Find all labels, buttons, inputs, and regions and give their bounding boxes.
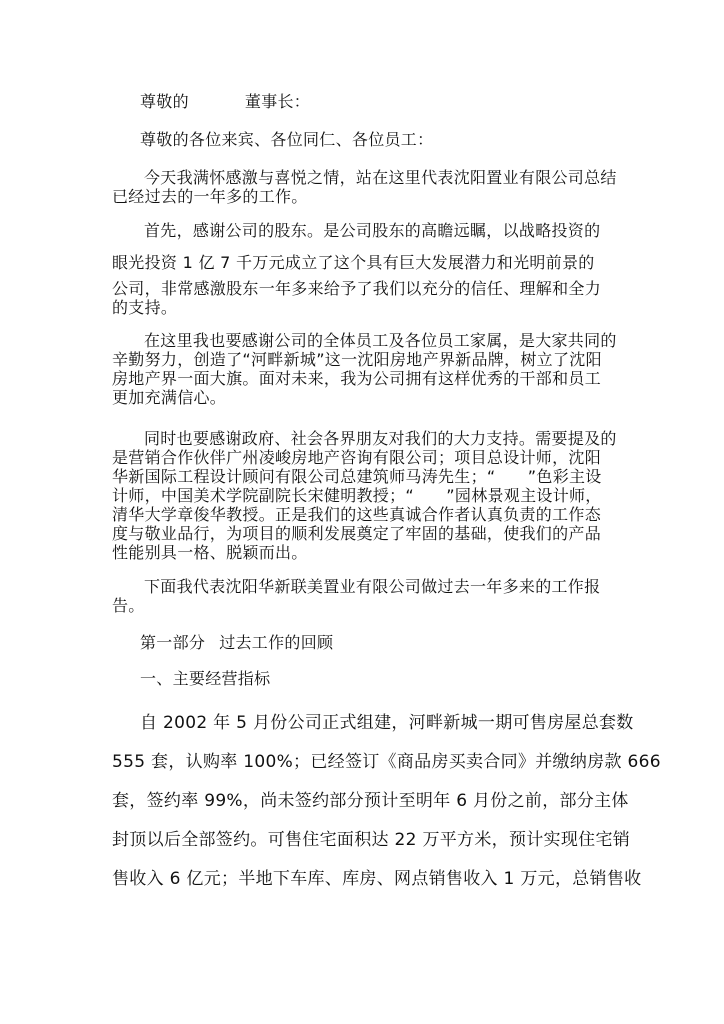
- body-line-3: 套，签约率 99%，尚未签约部分预计至明年 6 月份之前，部分主体: [112, 791, 629, 811]
- part-label: 第一部分: [140, 633, 206, 652]
- body-line-1: 自 2002 年 5 月份公司正式组建，河畔新城一期可售房屋总套数: [140, 713, 634, 733]
- salutation-guests: 尊敬的各位来宾、各位同仁、各位员工：: [140, 130, 434, 149]
- section-heading: [140, 633, 645, 653]
- salutation-suffix: 董事长：: [244, 92, 311, 111]
- part-title: 过去工作的回顾: [219, 633, 334, 652]
- salutation-prefix: 尊敬的: [140, 92, 189, 111]
- salutation-chairman: [140, 92, 645, 112]
- paragraph-shareholders-line3: 公司，非常感激股东一年多来给予了我们以充分的信任、理解和全力的支持。: [112, 279, 602, 317]
- paragraph-opening: 今天我满怀感激与喜悦之情，站在这里代表沈阳置业有限公司总结已经过去的一年多的工作。: [112, 168, 617, 206]
- paragraph-shareholders-line2: 眼光投资 1 亿 7 千万元成立了这个具有巨大发展潜力和光明前景的: [112, 253, 595, 272]
- subsection-heading: 一、主要经营指标: [140, 669, 271, 688]
- body-line-5: 售收入 6 亿元；半地下车库、库房、网点销售收入 1 万元，总销售收: [112, 869, 642, 889]
- body-line-2: 555 套，认购率 100%；已经签订《商品房买卖合同》并缴纳房款 666: [112, 752, 661, 772]
- paragraph-partners: 同时也要感谢政府、社会各界朋友对我们的大力支持。需要提及的是营销合作伙伴广州凌峻房地产咨询有限公司；项目总设计师，沈阳华新国际工程设计顾问有限公司总建筑师马涛先生；“ ”色彩主设计师，中国美术学院副院长宋健明教授；“ ”园林景观主设计师，清华大学章俊华教授。正是我们的这些真诚合作者认真负责的工作态度与敬业品行，为项目的顺利发展奠定了牢固的基础，使我们的产品性能别具一格、脱颖而出。: [112, 429, 617, 562]
- paragraph-employees: 在这里我也要感谢公司的全体员工及各位员工家属，是大家共同的辛勤努力，创造了“河畔新城”这一沈阳房地产界新品牌，树立了沈阳房地产界一面大旗。面对未来，我为公司拥有这样优秀的干部和员工更加充满信心。: [112, 331, 617, 407]
- body-line-4: 封顶以后全部签约。可售住宅面积达 22 万平方米，预计实现住宅销: [112, 830, 631, 850]
- paragraph-report-intro: 下面我代表沈阳华新联美置业有限公司做过去一年多来的工作报告。: [112, 577, 601, 615]
- paragraph-shareholders-line1: 首先，感谢公司的股东。是公司股东的高瞻远瞩，以战略投资的: [144, 221, 601, 240]
